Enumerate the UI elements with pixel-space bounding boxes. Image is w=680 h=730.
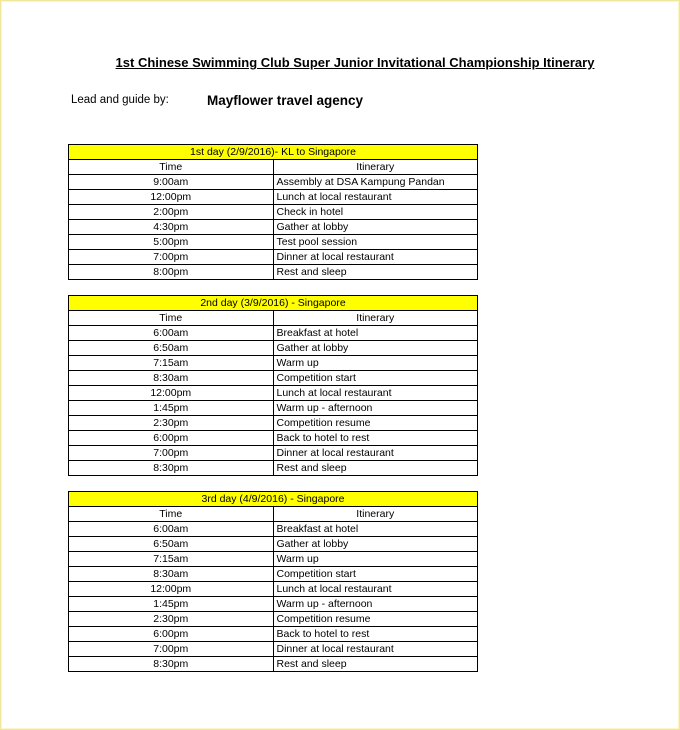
column-header-row (69, 311, 478, 326)
day-header: 3rd day (4/9/2016) - Singapore (69, 492, 478, 507)
itinerary-cell: Gather at lobby (273, 537, 478, 552)
time-cell: 7:15am (69, 356, 274, 371)
itinerary-cell: Lunch at local restaurant (273, 386, 478, 401)
time-cell: 8:30pm (69, 461, 274, 476)
time-cell: 6:00pm (69, 627, 274, 642)
time-cell: 6:00am (69, 326, 274, 341)
time-cell: 2:30pm (69, 612, 274, 627)
day-2-table (68, 295, 478, 476)
day-1-table (68, 144, 478, 280)
table-row (69, 356, 478, 371)
table-row (69, 326, 478, 341)
day-header: 2nd day (3/9/2016) - Singapore (69, 296, 478, 311)
time-cell: 1:45pm (69, 401, 274, 416)
day-header-row (69, 145, 478, 160)
time-cell: 7:00pm (69, 446, 274, 461)
itinerary-cell: Gather at lobby (273, 220, 478, 235)
table-row (69, 657, 478, 672)
table-row (69, 205, 478, 220)
itinerary-cell: Rest and sleep (273, 265, 478, 280)
table-row (69, 627, 478, 642)
time-cell: 7:15am (69, 552, 274, 567)
table-row (69, 416, 478, 431)
time-cell: 8:30am (69, 567, 274, 582)
itinerary-cell: Competition resume (273, 612, 478, 627)
table-row (69, 567, 478, 582)
itinerary-cell: Warm up - afternoon (273, 597, 478, 612)
itinerary-cell: Assembly at DSA Kampung Pandan (273, 175, 478, 190)
itinerary-cell: Competition resume (273, 416, 478, 431)
itinerary-cell: Dinner at local restaurant (273, 642, 478, 657)
itinerary-cell: Test pool session (273, 235, 478, 250)
itinerary-cell: Back to hotel to rest (273, 431, 478, 446)
itinerary-cell: Competition start (273, 371, 478, 386)
table-row (69, 612, 478, 627)
time-cell: 5:00pm (69, 235, 274, 250)
itinerary-cell: Rest and sleep (273, 657, 478, 672)
itinerary-cell: Dinner at local restaurant (273, 446, 478, 461)
time-cell: 12:00pm (69, 582, 274, 597)
table-row (69, 341, 478, 356)
itinerary-cell: Check in hotel (273, 205, 478, 220)
table-row (69, 235, 478, 250)
time-cell: 1:45pm (69, 597, 274, 612)
itinerary-cell: Lunch at local restaurant (273, 190, 478, 205)
time-cell: 6:50am (69, 537, 274, 552)
time-cell: 12:00pm (69, 190, 274, 205)
lead-value: Mayflower travel agency (207, 93, 364, 108)
time-cell: 2:30pm (69, 416, 274, 431)
day-header-row (69, 296, 478, 311)
time-cell: 6:00am (69, 522, 274, 537)
table-row (69, 386, 478, 401)
table-row (69, 431, 478, 446)
itinerary-cell: Warm up (273, 356, 478, 371)
table-row (69, 250, 478, 265)
day-header-row (69, 492, 478, 507)
time-column-header: Time (69, 507, 274, 522)
itinerary-cell: Dinner at local restaurant (273, 250, 478, 265)
table-row (69, 220, 478, 235)
itinerary-column-header: Itinerary (273, 507, 478, 522)
time-cell: 8:30pm (69, 657, 274, 672)
table-row (69, 582, 478, 597)
itinerary-cell: Gather at lobby (273, 341, 478, 356)
itinerary-cell: Rest and sleep (273, 461, 478, 476)
table-row (69, 175, 478, 190)
itinerary-cell: Back to hotel to rest (273, 627, 478, 642)
table-row (69, 401, 478, 416)
time-cell: 6:50am (69, 341, 274, 356)
table-row (69, 190, 478, 205)
itinerary-column-header: Itinerary (273, 311, 478, 326)
table-row (69, 537, 478, 552)
itinerary-cell: Lunch at local restaurant (273, 582, 478, 597)
table-row (69, 642, 478, 657)
time-column-header: Time (69, 311, 274, 326)
time-cell: 12:00pm (69, 386, 274, 401)
itinerary-cell: Warm up - afternoon (273, 401, 478, 416)
table-row (69, 522, 478, 537)
time-cell: 2:00pm (69, 205, 274, 220)
column-header-row (69, 160, 478, 175)
itinerary-cell: Breakfast at hotel (273, 522, 478, 537)
itinerary-cell: Competition start (273, 567, 478, 582)
table-row (69, 552, 478, 567)
time-cell: 7:00pm (69, 642, 274, 657)
time-cell: 9:00am (69, 175, 274, 190)
table-row (69, 461, 478, 476)
itinerary-cell: Warm up (273, 552, 478, 567)
time-column-header: Time (69, 160, 274, 175)
itinerary-cell: Breakfast at hotel (273, 326, 478, 341)
table-row (69, 265, 478, 280)
time-cell: 8:00pm (69, 265, 274, 280)
time-cell: 6:00pm (69, 431, 274, 446)
itinerary-column-header: Itinerary (273, 160, 478, 175)
column-header-row (69, 507, 478, 522)
time-cell: 8:30am (69, 371, 274, 386)
day-header: 1st day (2/9/2016)- KL to Singapore (69, 145, 478, 160)
table-row (69, 597, 478, 612)
time-cell: 7:00pm (69, 250, 274, 265)
day-3-table (68, 491, 478, 672)
page-title: 1st Chinese Swimming Club Super Junior Invitational Championship Itinerary (115, 55, 595, 70)
time-cell: 4:30pm (69, 220, 274, 235)
table-row (69, 371, 478, 386)
table-row (69, 446, 478, 461)
lead-label: Lead and guide by: (71, 94, 169, 106)
